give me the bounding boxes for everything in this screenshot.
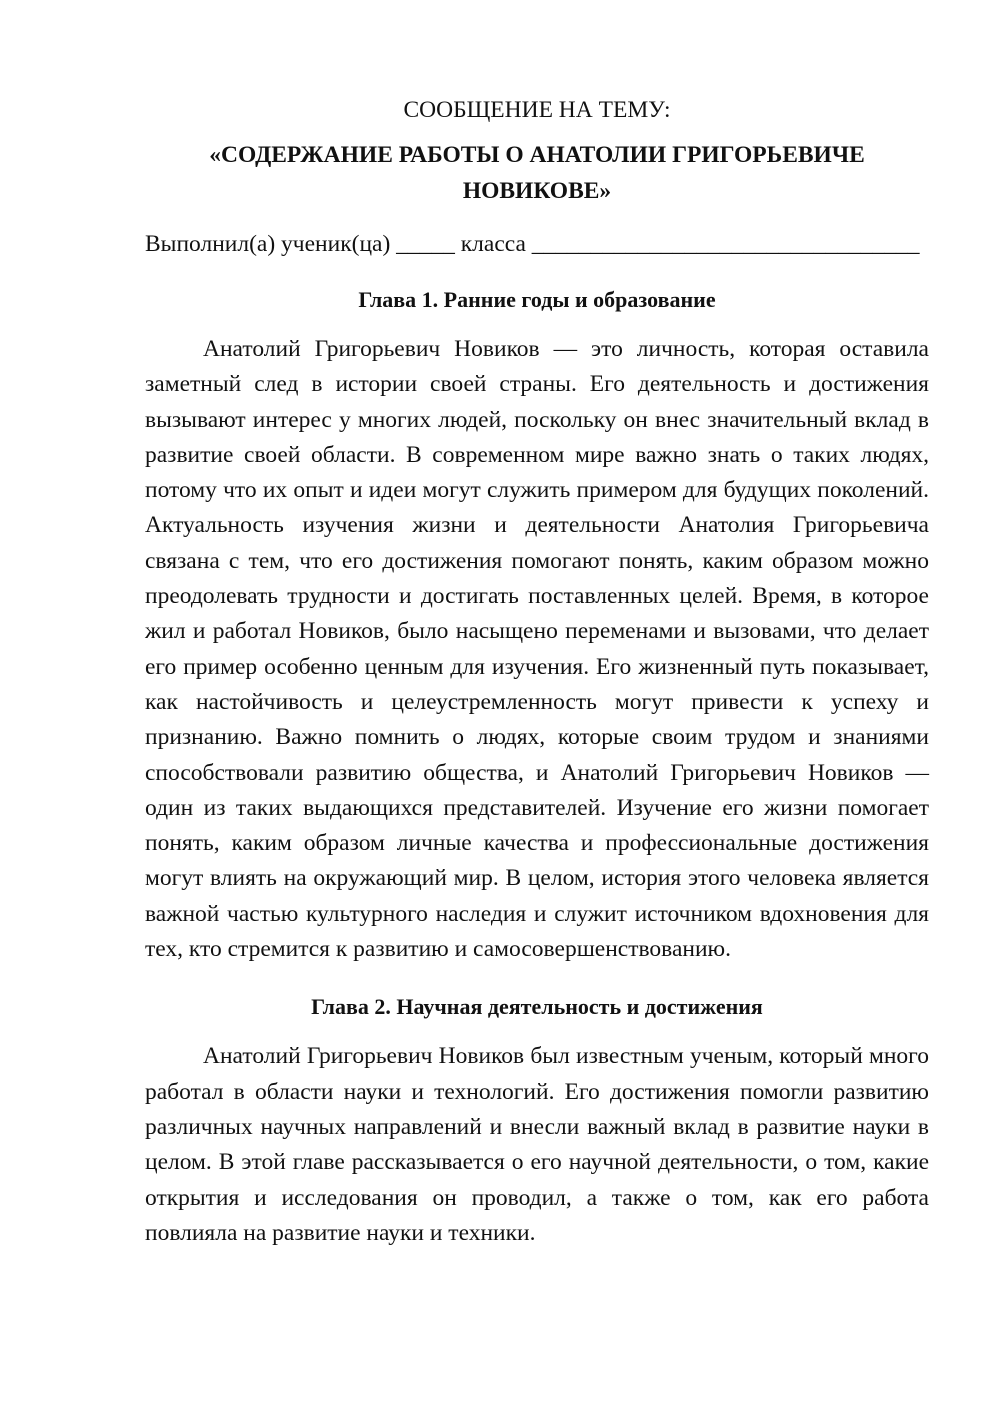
chapter-1-title: Глава 1. Ранние годы и образование — [358, 287, 716, 312]
chapter-2-title: Глава 2. Научная деятельность и достижения — [311, 994, 763, 1020]
student-info-line: Выполнил(а) ученик(ца) _____ класса _________________________________ — [145, 231, 920, 257]
chapter-1-text: Анатолий Григорьевич Новиков — это личность, которая оставила заметный след в истории своей страны. Его деятельность и достижения вызывают интерес у многих людей, поскольку он внес значительный вклад в развитие своей области. В современном мире важно знать о таких людях, потому что их опыт и идеи могут служить примером для будущих поколений. Актуальность изучения жизни и деятельности Анатолия Григорьевича связана с тем, что его достижения помогают понять, каким образом можно преодолевать трудности и достигать поставленных целей. Время, в которое жил и работал Новиков, было насыщено переменами и вызовами, что делает его пример особенно ценным для изучения. Его жизненный путь показывает, как настойчивость и целеустремленность могут привести к успеху и признанию. Важно помнить о людях, которые своим трудом и знаниями способствовали развитию общества, и Анатолий Григорьевич Новиков — один из таких выдающихся представителей. Изучение его жизни помогает понять, каким образом личные качества и профессиональные достижения могут влиять на окружающий мир. В целом, история этого человека является важной частью культурного наследия и служит источником вдохновения для тех, кто стремится к развитию и самосовершенствованию. — [145, 336, 929, 963]
document-type-heading: СООБЩЕНИЕ НА ТЕМУ: — [403, 97, 671, 123]
document-title-line-1: «СОДЕРЖАНИЕ РАБОТЫ О АНАТОЛИИ ГРИГОРЬЕВИЧЕ — [209, 142, 865, 168]
chapter-2-text: Анатолий Григорьевич Новиков был известным ученым, который много работал в области науки и технологий. Его достижения помогли развитию различных научных направлений и внесли важный вклад в развитие науки в целом. В этой главе рассказывается о его научной деятельности, о том, какие открытия и исследования он проводил, а также о том, как его работа повлияла на развитие науки и техники. — [145, 1043, 929, 1246]
document-page — [145, 92, 929, 1251]
document-title-line-2: НОВИКОВЕ» — [462, 178, 612, 204]
